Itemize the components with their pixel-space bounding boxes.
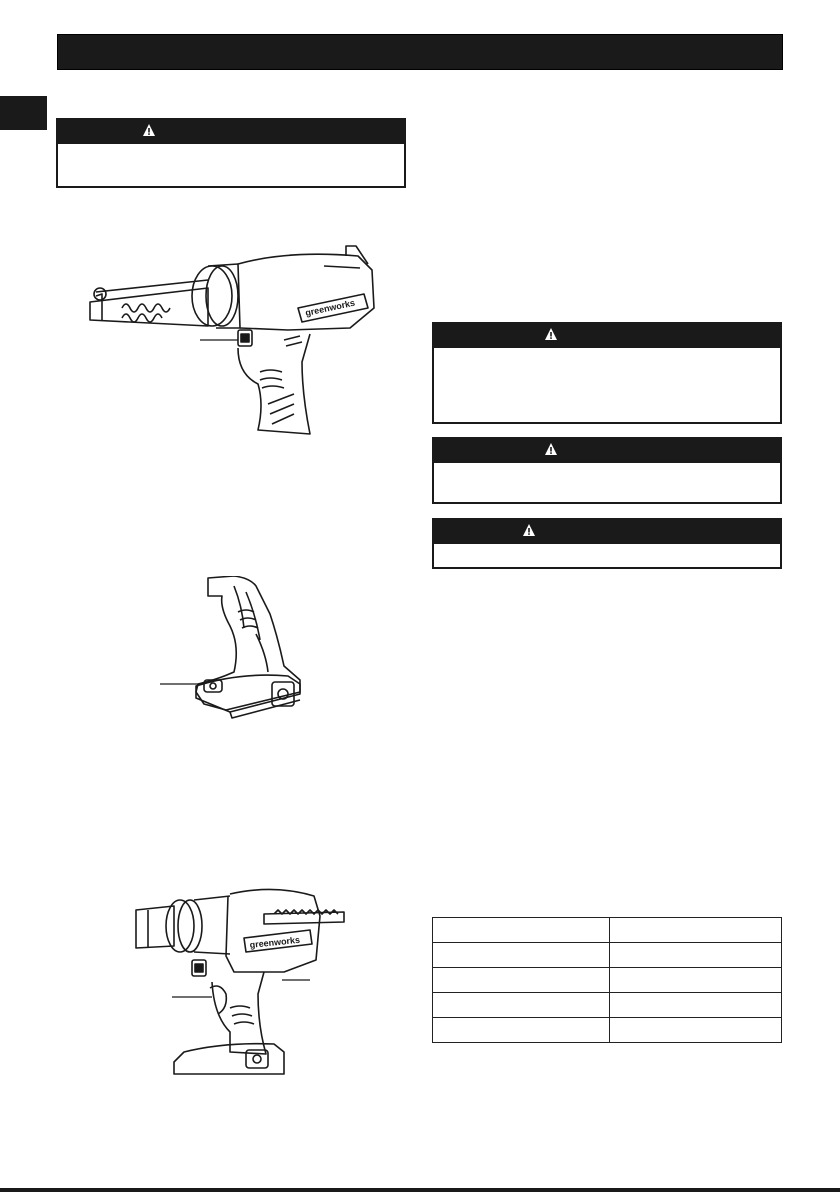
table-row: [433, 943, 782, 968]
warning-triangle-icon: [544, 327, 558, 341]
table-cell: [433, 968, 610, 993]
figure-handle-base-release: [160, 576, 320, 720]
table-row: [433, 968, 782, 993]
warning-triangle-icon: [142, 123, 156, 137]
table-cell: [610, 993, 782, 1018]
brand-logo: greenworks: [249, 934, 301, 950]
table-cell: [610, 1018, 782, 1043]
table-cell: [433, 1018, 610, 1043]
table-cell: [433, 943, 610, 968]
warning-box-header: [434, 439, 780, 463]
figure-caulk-gun-trigger: [134, 876, 354, 1076]
table-row: [433, 993, 782, 1018]
warning-box-4: [432, 518, 782, 569]
spec-table: [432, 917, 782, 1043]
table-row: [433, 918, 782, 943]
figure-caulk-gun-switch: [88, 244, 388, 436]
warning-box-header: [58, 120, 404, 144]
table-cell: [610, 918, 782, 943]
warning-box-2: [432, 322, 782, 424]
table-cell: [433, 918, 610, 943]
table-cell: [610, 968, 782, 993]
section-header-bar: [57, 34, 783, 70]
warning-box-header: [434, 520, 780, 544]
table-cell: [610, 943, 782, 968]
warning-triangle-icon: [544, 442, 558, 456]
brand-logo: greenworks: [304, 297, 356, 318]
warning-box-1: [56, 118, 406, 188]
warning-box-header: [434, 324, 780, 348]
page-bottom-rule: [0, 1188, 840, 1192]
table-row: [433, 1018, 782, 1043]
warning-box-3: [432, 437, 782, 504]
warning-triangle-icon: [522, 523, 536, 537]
table-cell: [433, 993, 610, 1018]
language-tab: [0, 96, 47, 130]
